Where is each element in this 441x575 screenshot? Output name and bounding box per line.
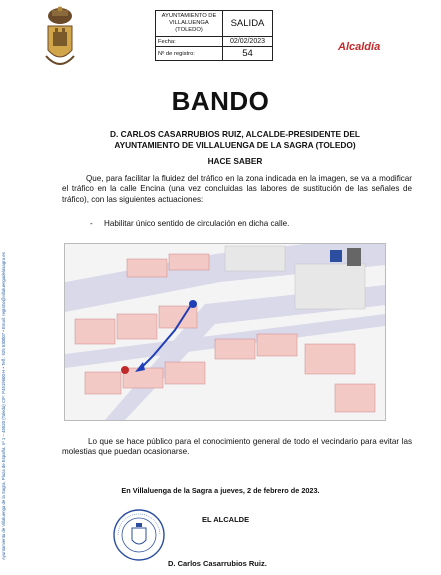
bullet-item: Habilitar único sentido de circulación en dicha calle. (104, 219, 290, 228)
registry-organization (156, 11, 223, 37)
registry-type: SALIDA (223, 11, 273, 37)
registry-stamp (155, 10, 273, 61)
intro-paragraph: Que, para facilitar la fluidez del tráfico en la zona indicada en la imagen, se va a modificar el tráfico en la calle Encina (una vez concluidas las labores de sustitución de las señales de tráfico), con las siguientes actuaciones: (62, 174, 412, 204)
document-title: BANDO (171, 86, 270, 116)
bullet-dash: - (90, 219, 93, 228)
registry-org-line3: (TOLEDO) (175, 27, 203, 33)
hace-saber-heading: HACE SABER (207, 156, 263, 166)
signer-title: EL ALCALDE (202, 515, 250, 524)
closing-paragraph: Lo que se hace público para el conocimiento general de todo el vecindario para evitar las molestias que puedan ocasionarse. (62, 437, 412, 457)
street-map-image (64, 243, 386, 421)
registry-org-line2: VILLALUENGA (169, 20, 209, 26)
registry-date-value: 02/02/2023 (223, 37, 273, 47)
registry-number-value: 54 (223, 47, 273, 61)
author-line-2: AYUNTAMIENTO DE VILLALUENGA DE LA SAGRA (TOLEDO) (114, 140, 356, 150)
registry-number-label: Nº de registro: (156, 47, 223, 61)
municipal-seal-stamp (112, 508, 166, 562)
registry-date-label: Fecha: (156, 37, 223, 47)
municipal-crest-logo (38, 6, 82, 72)
side-address-text: Ayuntamiento de Villaluenga de la Sagra, Plaza de España, nº 1 – 45520 (Toledo) CIF: P4519600-H • Telf.: 925 530007 • Email: registro@villaluengadelasagra.es (1, 252, 6, 560)
office-label: Alcaldía (338, 41, 381, 53)
signer-name: D. Carlos Casarrubios Ruiz. (168, 559, 267, 568)
date-place-line: En Villaluenga de la Sagra a jueves, 2 de febrero de 2023. (121, 486, 320, 495)
registry-org-line1: AYUNTAMIENTO DE (161, 13, 217, 19)
author-line-1: D. CARLOS CASARRUBIOS RUIZ, ALCALDE-PRESIDENTE DEL (110, 129, 360, 139)
